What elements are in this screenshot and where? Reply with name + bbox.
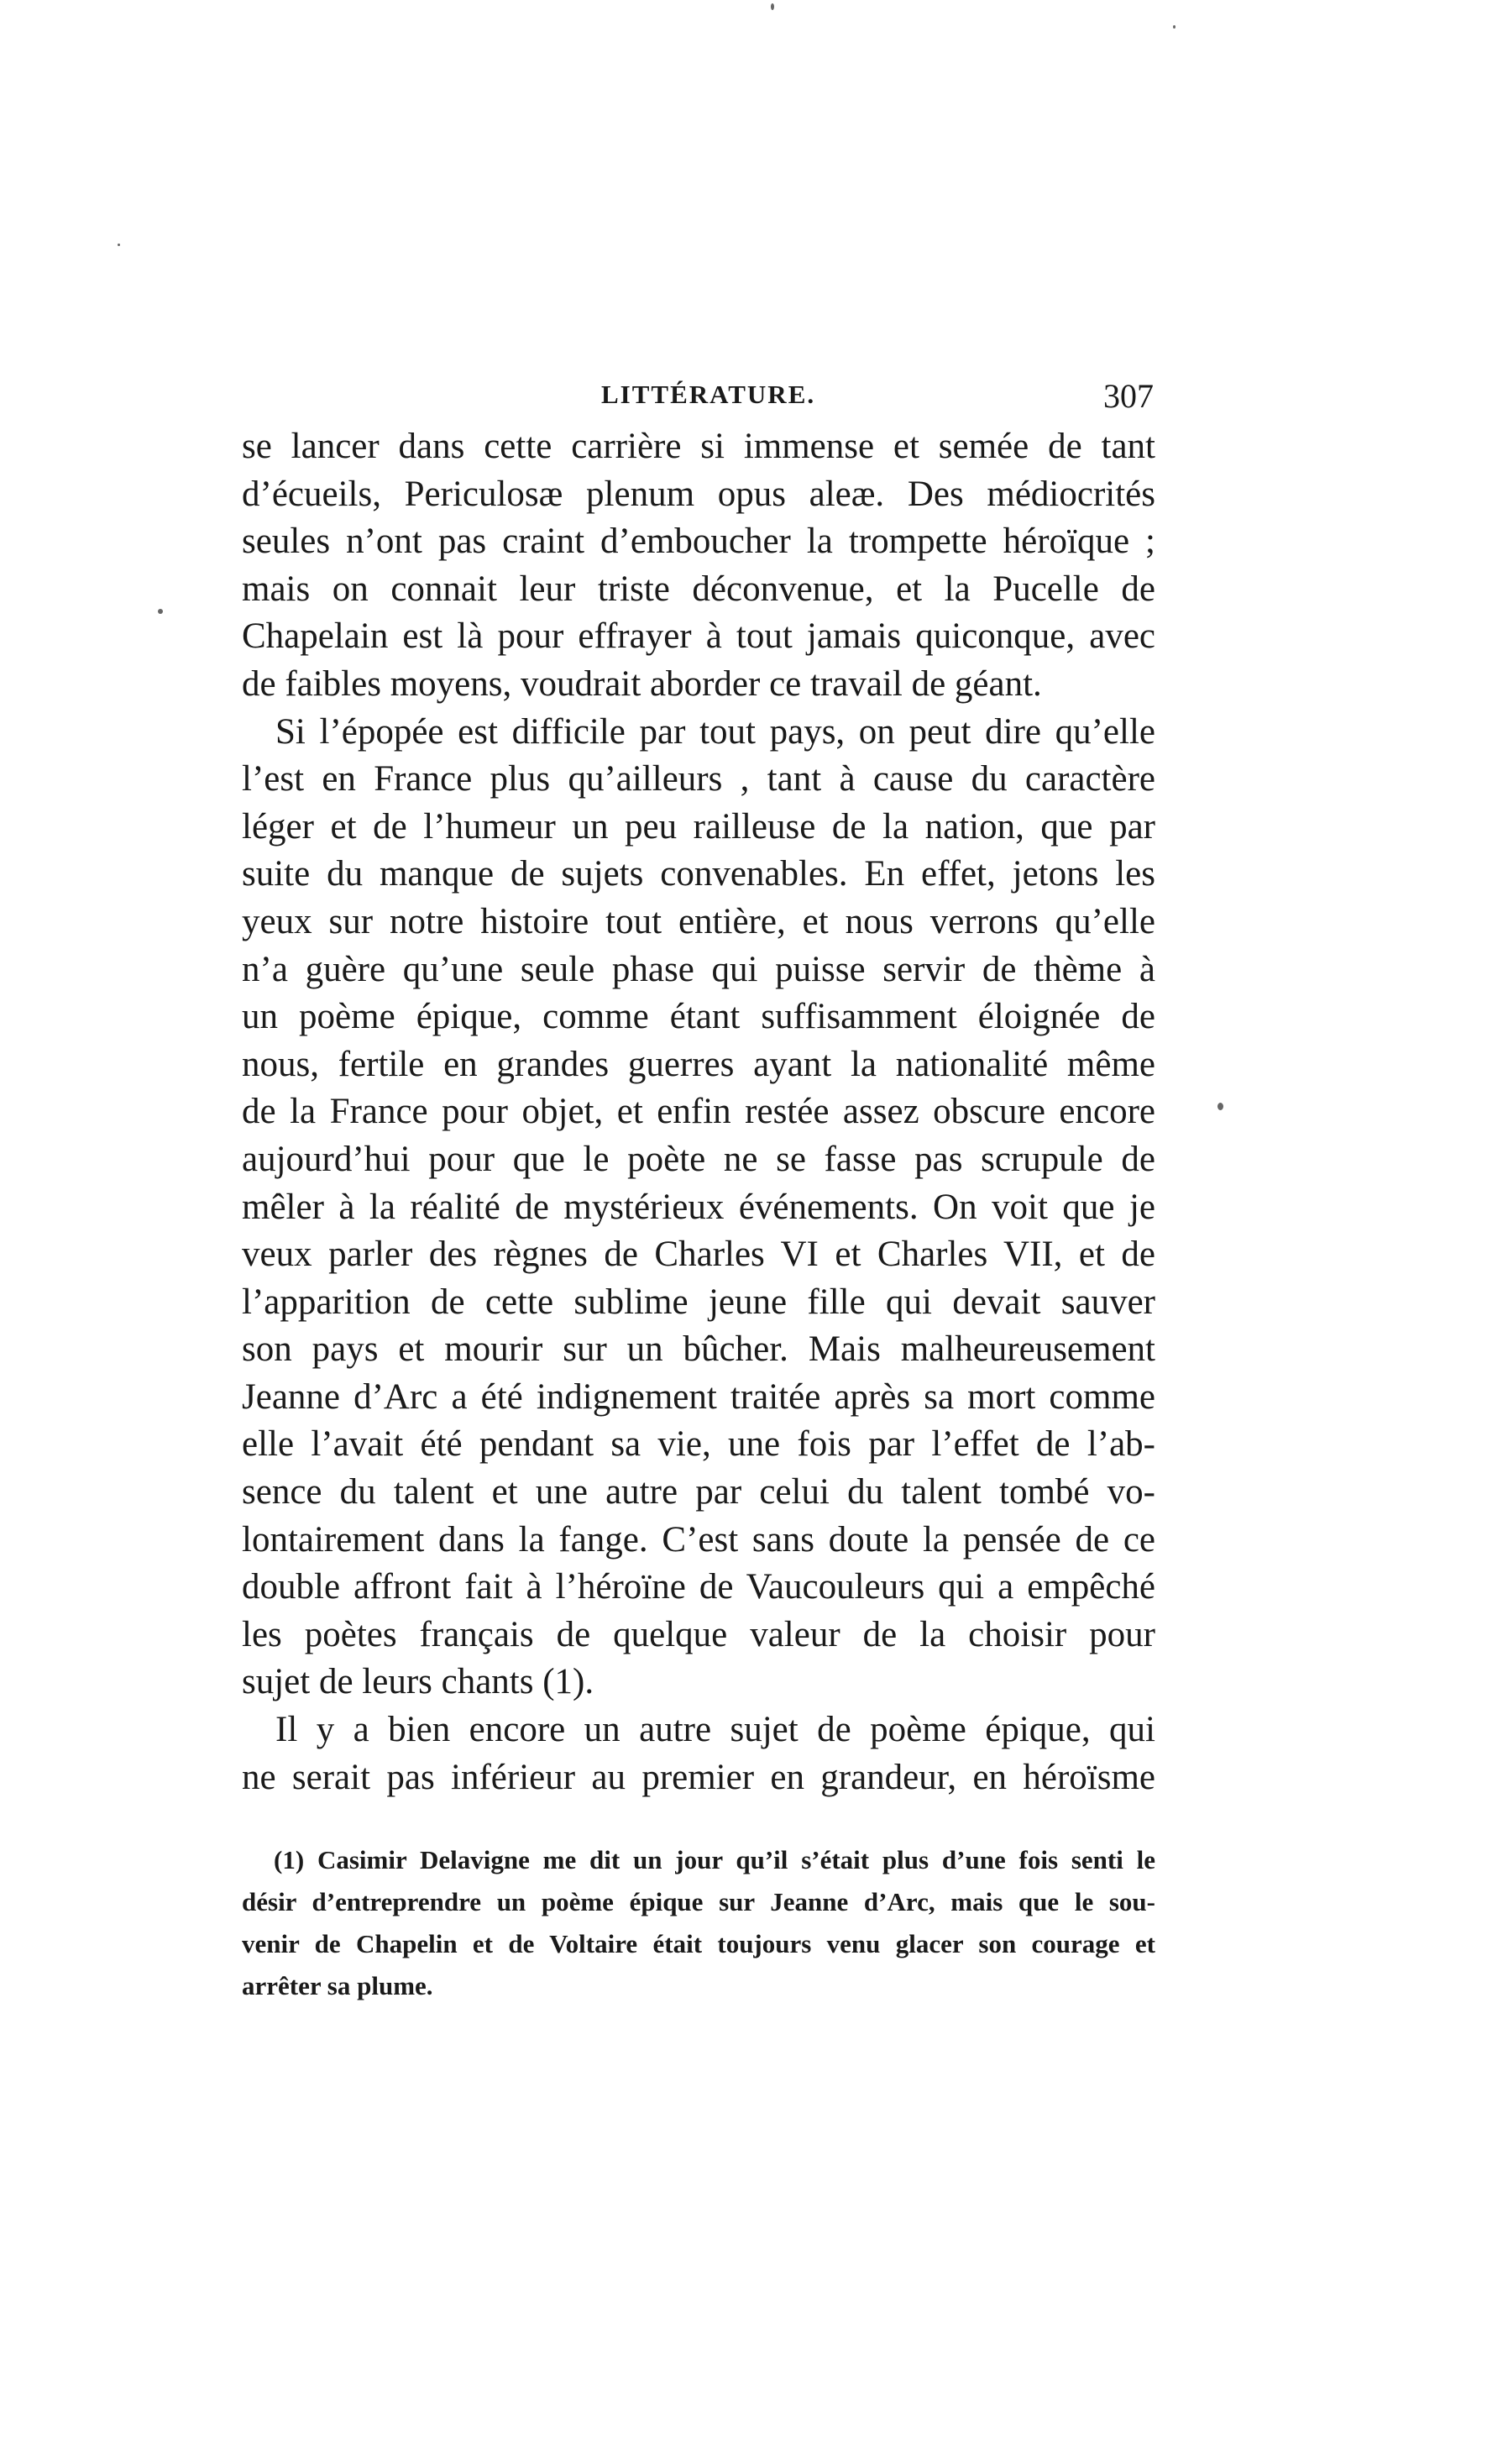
page-number: 307	[1103, 377, 1154, 415]
text-line: mais on connait leur triste déconvenue, et la Pucelle de	[242, 569, 1155, 609]
running-head: LITTÉRATURE.	[601, 380, 816, 409]
text-line: léger et de l’humeur un peu railleuse de la nation, que par	[242, 806, 1155, 847]
text-line: lontairement dans la fange. C’est sans doute la pensée de ce	[242, 1519, 1155, 1560]
text-line: se lancer dans cette carrière si immense et semée de tant	[242, 427, 1155, 466]
page-header	[242, 376, 1154, 423]
text-line: sujet de leurs chants (1).	[242, 1662, 594, 1702]
footnote-line: venir de Chapelin et de Voltaire était toujours venu glacer son courage et	[242, 1929, 1155, 1958]
footnote-line: (1) Casimir Delavigne me dit un jour qu’il s’était plus d’une fois senti le	[274, 1845, 1155, 1874]
text-line: de faibles moyens, voudrait aborder ce travail de géant.	[242, 663, 1042, 704]
text-line: suite du manque de sujets convenables. En effet, jetons les	[242, 854, 1155, 894]
text-line: yeux sur notre histoire tout entière, et nous verrons qu’elle	[242, 901, 1155, 941]
text-line: sence du talent et une autre par celui du talent tombé vo-	[242, 1472, 1155, 1512]
text-line: seules n’ont pas craint d’emboucher la trompette héroïque ;	[242, 522, 1155, 562]
scan-speck	[158, 609, 163, 614]
scan-speck	[118, 244, 120, 246]
text-line: aujourd’hui pour que le poète ne se fasse pas scrupule de	[242, 1139, 1155, 1179]
footnote-line: désir d’entreprendre un poème épique sur Jeanne d’Arc, mais que le sou-	[242, 1887, 1155, 1916]
text-line: nous, fertile en grandes guerres ayant la nationalité même	[242, 1044, 1155, 1084]
text-line: Chapelain est là pour effrayer à tout jamais quiconque, avec	[242, 616, 1155, 657]
scan-speck	[771, 3, 774, 10]
text-line: veux parler des règnes de Charles VI et Charles VII, et de	[242, 1235, 1155, 1275]
text-line: double affront fait à l’héroïne de Vaucouleurs qui a empêché	[242, 1567, 1155, 1607]
text-line: un poème épique, comme étant suffisamment éloignée de	[242, 997, 1155, 1037]
text-line: son pays et mourir sur un bûcher. Mais malheureusement	[242, 1329, 1155, 1370]
text-line: mêler à la réalité de mystérieux événements. On voit que je	[242, 1187, 1155, 1227]
scan-speck	[1173, 25, 1176, 29]
footnote-line: arrêter sa plume.	[242, 1971, 433, 2000]
text-line: les poètes français de quelque valeur de la choisir pour	[242, 1614, 1155, 1654]
text-line: Jeanne d’Arc a été indignement traitée après sa mort comme	[242, 1376, 1155, 1417]
text-line: Si l’épopée est difficile par tout pays, on peut dire qu’elle	[275, 711, 1155, 752]
text-line: d’écueils, Periculosæ plenum opus aleæ. Des médiocrités	[242, 474, 1155, 514]
footnote	[242, 1839, 1155, 2007]
text-line: elle l’avait été pendant sa vie, une fois par l’effet de l’ab-	[242, 1424, 1155, 1465]
text-line: l’est en France plus qu’ailleurs , tant à cause du caractère	[242, 759, 1155, 799]
text-line: ne serait pas inférieur au premier en grandeur, en héroïsme	[242, 1757, 1155, 1797]
text-line: n’a guère qu’une seule phase qui puisse servir de thème à	[242, 949, 1155, 989]
text-line: Il y a bien encore un autre sujet de poème épique, qui	[275, 1710, 1155, 1750]
scan-speck	[1217, 1103, 1223, 1110]
text-line: de la France pour objet, et enfin restée assez obscure encore	[242, 1092, 1155, 1132]
main-text	[242, 423, 1155, 1801]
text-line: l’apparition de cette sublime jeune fille qui devait sauver	[242, 1282, 1155, 1322]
